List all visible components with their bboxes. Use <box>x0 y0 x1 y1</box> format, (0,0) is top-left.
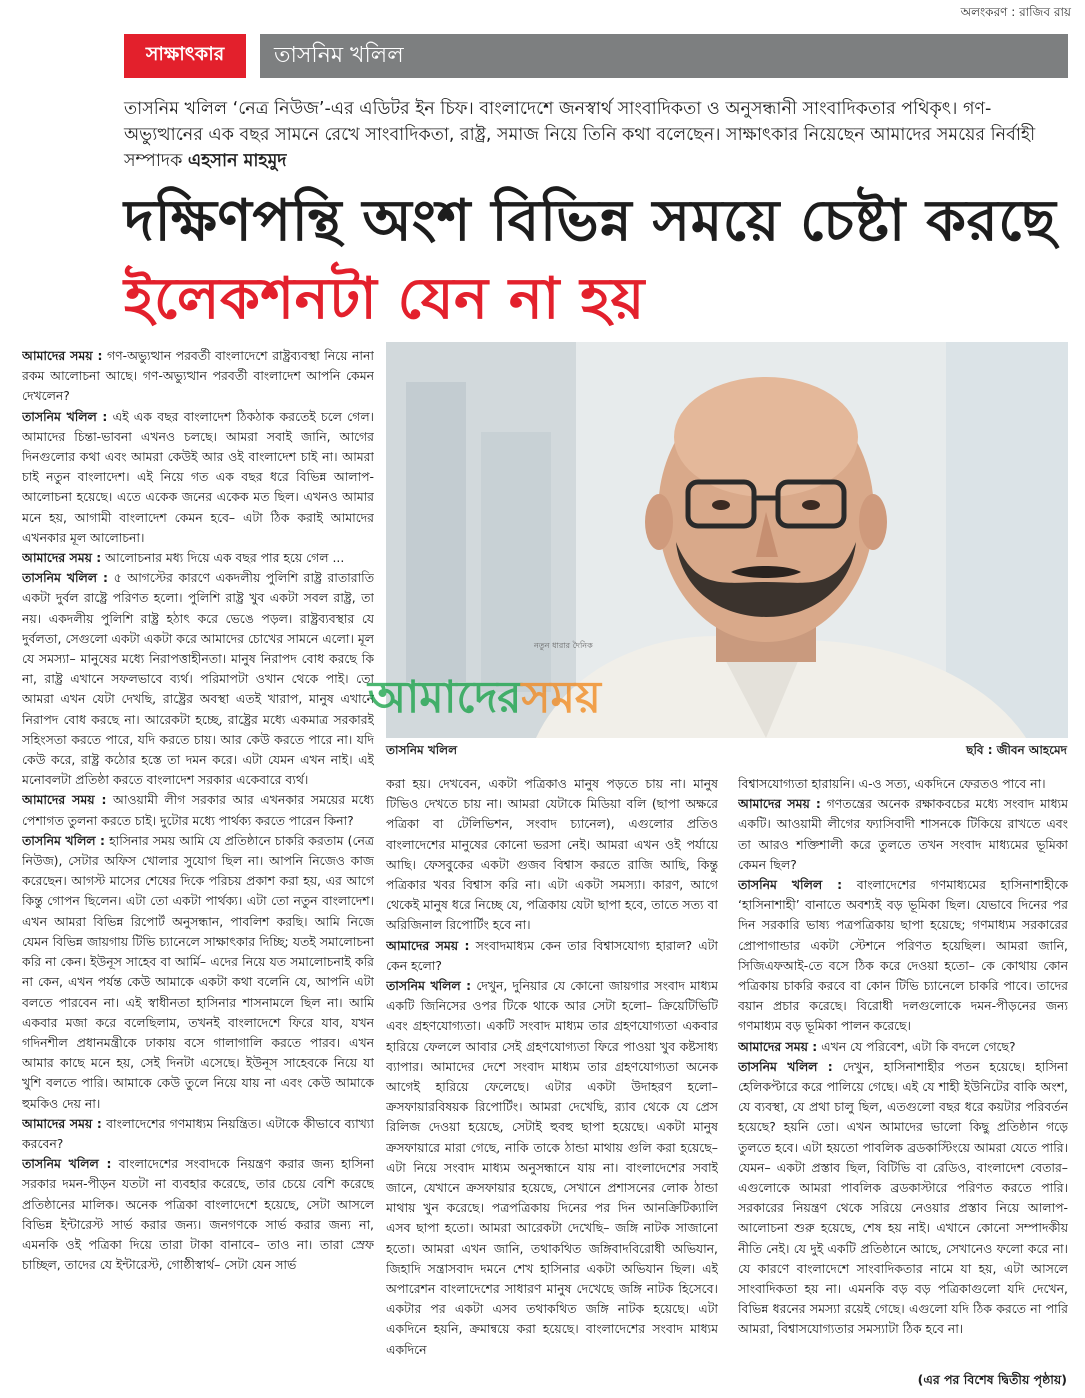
headline-line-1: দক্ষিণপন্থি অংশ বিভিন্ন সময়ে চেষ্টা করছে <box>124 188 1057 254</box>
question-text: গণতন্ত্রের অনেক রক্ষাকবচের মধ্যে সংবাদ মাধ্যম একটি। আওয়ামী লীগের ফ্যাসিবাদী শাসনকে টিকিয়ে রাখতে এবং তা আরও শক্তিশালী করে তুলতে তখন সংবাদ মাধ্যমের ভূমিকা কেমন ছিল? <box>738 796 1068 872</box>
question-label: আমাদের সময় : <box>22 1115 102 1131</box>
answer-label: তাসনিম খলিল : <box>22 408 108 424</box>
answer-text: হাসিনার সময় আমি যে প্রতিষ্ঠানে চাকরি করতাম (নেত্র নিউজ), সেটার অফিস খোলার সুযোগ ছিল না। আপনি নিজেও কাজ করেছেন। আগস্ট মাসের শেষের দিকে পরিচয় প্রকাশ করা হয়, এর আগে কিন্তু গোপন ছিলেন। এটা তো একটা পার্থক্য। এটা তো নতুন বাংলাদেশ। এখন আমরা বিভিন্ন রিপোর্ট অনুসন্ধান, পাবলিশ করছি। আমি নিজে যেমন বিভিন্ন জায়গায় টিভি চ্যানেলে সাক্ষাৎকার দিচ্ছি; যতই সমালোচনা করি না কেন। ইউনূস সাহেব বা আর্মি– এদের নিয়ে যত সমালোচনাই করি না কেন, এখন পর্যন্ত কেউ আমাকে একটা কথা বলেনি যে, আপনি এটা বলতে পারবেন না। এই স্বাধীনতা হাসিনার শাসনামলে ছিল না। আমি একবার মজা করে বলেছিলাম, তখনই বাংলাদেশে ফিরে যাব, যখন গদিনশীল প্রধানমন্ত্রীকে ঢাকায় বসে গালাগালি করতে পারব। এখন আমার কাছে মনে হয়, সেই দিনটা এসেছে। ইউনূস সাহেবকে নিয়ে যা খুশি বলতে পারি। আমাকে কেউ তুলে নিয়ে যায় না এবং কেউ আমাকে হুমকিও দেয় না। <box>22 832 374 1111</box>
question-text: আলোচনার মধ্য দিয়ে এক বছর পার হয়ে গেল ... <box>105 550 345 566</box>
answer-text: বাংলাদেশের গণমাধ্যমের হাসিনাশাহীকে ‘হাসিনাশাহী’ বানাতে অবশ্যই বড় ভূমিকা ছিল। যেভাবে দিনের পর দিন সরকারি ভাষ্য পত্রপত্রিকায় ছাপা হয়েছে; গণমাধ্যম সরকারের প্রোপাগান্ডার একটা স্টেশনে পরিণত হয়েছিল। আমরা জানি, সিজিএফআই-তে বসে ঠিক করে দেওয়া হতো– কে কোথায় কোন পত্রিকায় চাকরি করবে বা কোন টিভি চ্যানেলে চাকরি পাবে। তাদের বয়ান প্রচার করেছে। বিরোধী দলগুলোকে দমন-পীড়নের জন্য গণমাধ্যম বড় ভূমিকা পালন করেছে। <box>738 877 1068 1034</box>
answer-paragraph <box>22 1154 374 1275</box>
question-paragraph <box>386 936 718 976</box>
question-paragraph <box>738 794 1068 875</box>
answer-label: তাসনিম খলিল : <box>22 832 105 848</box>
question-label: আমাদের সময় : <box>22 348 103 363</box>
question-label: আমাদের সময় : <box>22 550 102 566</box>
answer-paragraph <box>738 875 1068 1037</box>
question-paragraph <box>22 790 374 830</box>
question-text: আওয়ামী লীগ সরকার আর এখনকার সময়ের মধ্যে পেশাগত তুলনা করতে চাই। দুটোর মধ্যে পার্থক্য করতে পারেন কিনা? <box>22 792 374 828</box>
question-text: সংবাদমাধ্যম কেন তার বিশ্বাসযোগ্য হারাল? এটা কেন হলো? <box>386 937 718 973</box>
interviewee-label: তাসনিম খলিল <box>260 34 1068 78</box>
answer-paragraph <box>22 407 374 548</box>
intro-paragraph <box>124 96 1044 174</box>
continued-note: (এর পর বিশেষ দ্বিতীয় পৃষ্ঠায়) <box>917 1372 1067 1387</box>
illustration-credit: অলংকরণ : রাজিব রায় <box>960 5 1071 19</box>
answer-text: বাংলাদেশের সংবাদকে নিয়ন্ত্রণ করার জন্য হাসিনা সরকার দমন-পীড়ন যতটা না ব্যবহার করেছে, তার চেয়ে বেশি করেছে প্রতিষ্ঠানের মালিক। অনেক পত্রিকা বাংলাদেশে হয়েছে, সেটা আসলে বিভিন্ন ইন্টারেস্ট সার্ভ করার জন্য। জনগণকে সার্ভ করার জন্য না, এমনকি ওই পত্রিকা দিয়ে তারা টাকা বানাবে– তাও না। তারা স্রেফ চাচ্ছিল, তাদের যে ইন্টারেস্ট, গোষ্ঠীস্বার্থ– সেটা যেন সার্ভ <box>22 1156 374 1273</box>
section-label: সাক্ষাৎকার <box>124 34 246 78</box>
watermark-part-1: আমাদের <box>368 672 522 723</box>
question-paragraph <box>738 1037 1068 1057</box>
answer-continuation: বিশ্বাসযোগ্যতা হারায়নি। এ-ও সত্য, একদিনে ফেরতও পাবে না। <box>738 776 1046 791</box>
question-paragraph <box>22 548 374 568</box>
answer-paragraph <box>738 1057 1068 1340</box>
article-column-1 <box>22 346 374 1396</box>
question-label: আমাদের সময় : <box>738 1038 818 1054</box>
answer-paragraph <box>22 568 374 790</box>
answer-paragraph <box>386 976 718 1360</box>
answer-label: তাসনিম খলিল : <box>22 1156 112 1172</box>
headline-line-2: ইলেকশনটা যেন না হয় <box>124 266 645 332</box>
article-column-2 <box>386 774 718 1396</box>
photo-credit: ছবি : জীবন আহমেদ <box>966 743 1067 757</box>
answer-label: তাসনিম খলিল : <box>386 978 472 994</box>
answer-text: ৫ আগস্টের কারণে একদলীয় পুলিশি রাষ্ট্র রাতারাতি একটা দুর্বল রাষ্ট্রে পরিণত হলো। পুলিশি রাষ্ট্র খুব একটা সবল রাষ্ট্র, তা নয়। একদলীয় পুলিশি রাষ্ট্র হঠাৎ করে ভেঙে পড়ল। রাষ্ট্রব্যবস্থার যে দুর্বলতা, সেগুলো একটা একটা করে আমাদের চোখের সামনে এলো। মূল যে সমস্যা– মানুষের মধ্যে নিরাপত্তাহীনতা। মানুষ নিরাপদ বোধ করছে কি না, রাষ্ট্র এখানে সফলভাবে ব্যর্থ। পরিমাপটা ওখান থেকে পাই। তো আমরা এখন যেটা দেখছি, রাষ্ট্রের অবস্থা এতই খারাপ, মানুষ এখানে নিরাপদ বোধ করছে না। আরেকটা হচ্ছে, রাষ্ট্রের মধ্যে একমাত্র সরকারই সহিংসতা করতে পারে, যদি করতে চায়। আর কেউ করতে পারে না। যদি কেউ করে, রাষ্ট্র কঠোর হস্তে তা দমন করে। এটা যেমন এখন নাই। এই মনোবলটা প্রতিষ্ঠা করতে বাংলাদেশ সরকার একেবারে ব্যর্থ। <box>22 570 374 788</box>
question-text: গণ-অভ্যুত্থান পরবর্তী বাংলাদেশে রাষ্ট্রব্যবস্থা নিয়ে নানা রকম আলোচনা আছে। গণ-অভ্যুত্থান পরবর্তী বাংলাদেশ আপনি কেমন দেখলেন? <box>22 348 374 404</box>
answer-continuation: করা হয়। দেখবেন, একটা পত্রিকাও মানুষ পড়তে চায় না। মানুষ টিভিও দেখতে চায় না। আমরা যেটাকে মিডিয়া বলি (ছাপা অক্ষরে পত্রিকা বা টেলিভিশন, সংবাদ চ্যানেল), এগুলোর প্রতিও বাংলাদেশের মানুষের কোনো ভরসা নেই। আমরা এখন ওই পর্যায়ে আছি। ফেসবুকের একটা গুজব বিশ্বাস করতে রাজি আছি, কিন্তু পত্রিকার খবর বিশ্বাস করি না। এটা একটা সমস্যা। কারণ, আগে থেকেই মানুষ ধরে নিচ্ছে যে, পত্রিকায় যেটা ছাপা হবে, তাতে সত্য বা অরিজিনাল রিপোর্টিং হবে না। <box>386 776 718 933</box>
section-header <box>124 34 1068 78</box>
answer-label: তাসনিম খলিল : <box>738 1058 833 1074</box>
answer-label: তাসনিম খলিল : <box>22 570 108 586</box>
watermark-part-2: সময় <box>521 672 601 723</box>
watermark-logo <box>368 664 601 737</box>
answer-paragraph <box>22 831 374 1114</box>
answer-text: দেখুন, হাসিনাশাহীর পতন হয়েছে। হাসিনা হেলিকপ্টারে করে পালিয়ে গেছে। এই যে শাহী ইউনিটের বাকি অংশ, যে ব্যবস্থা, যে প্রথা চালু ছিল, এতগুলো বছর ধরে কয়টার পরিবর্তন হয়েছে? হয়নি তো। এখন আমাদের ভালো কিছু প্রতিষ্ঠান গড়ে তুলতে হবে। এটা হয়তো পাবলিক ব্রডকাস্টিংয়ে আমরা যেতে পারি। যেমন– একটা প্রস্তাব ছিল, বিটিভি বা রেডিও, বাংলাদেশ বেতার– এগুলোকে আমরা পাবলিক ব্রডকাস্টারে পরিণত করতে পারি। সরকারের নিয়ন্ত্রণ থেকে সরিয়ে নেওয়ার প্রস্তাব নিয়ে আলাপ-আলোচনা শুরু হয়েছে, শেষ হয় নাই। এখানে কোনো সম্পাদকীয় নীতি নেই। যে দুই একটি প্রতিষ্ঠানে আছে, সেখানেও ফলো করে না। যে কারণে বাংলাদেশে সাংবাদিকতার নামে যা হয়, এটা আসলে সাংবাদিকতা হয় না। এমনকি বড় বড় পত্রিকাগুলো যদি দেখেন, বিভিন্ন ধরনের সমস্যা রয়েই গেছে। এগুলো যদি ঠিক করতে না পারি আমরা, বিশ্বাসযোগ্যতার সমস্যাটা ঠিক হবে না। <box>738 1058 1068 1337</box>
question-label: আমাদের সময় : <box>386 937 470 953</box>
photo-caption: তাসনিম খলিল <box>386 743 458 757</box>
watermark-tagline: নতুন ধারার দৈনিক <box>534 641 593 650</box>
question-label: আমাদের সময় : <box>738 796 821 812</box>
answer-text: দেখুন, দুনিয়ার যে কোনো জায়গার সংবাদ মাধ্যম একটি জিনিসের ওপর টিকে থাকে আর সেটা হলো– ক্রিয়েটিভিটি এবং গ্রহণযোগ্যতা। একটি সংবাদ মাধ্যম তার গ্রহণযোগ্যতা একবার হারিয়ে ফেললে আবার সেই গ্রহণযোগ্যতা ফিরে পাওয়া খুব কষ্টসাধ্য ব্যাপার। আমাদের দেশে সংবাদ মাধ্যম তার গ্রহণযোগ্যতা অনেক আগেই হারিয়ে ফেলেছে। এটার একটা উদাহরণ হলো– ক্রসফায়ারবিষয়ক রিপোর্টিং। আমরা দেখেছি, র‌্যাব থেকে যে প্রেস রিলিজ দেওয়া হয়েছে, সেটাই হুবহু ছাপা হয়েছে। একটা মানুষ ক্রসফায়ারে মারা গেছে, নাকি তাকে ঠান্ডা মাথায় গুলি করা হয়েছে– এটা নিয়ে সংবাদ মাধ্যম অনুসন্ধানে যায় না। বাংলাদেশের সবাই জানে, যেখানে ক্রসফায়ার হয়েছে, সেখানে প্রশাসনের লোক ঠান্ডা মাথায় খুন করেছে। পত্রপত্রিকায় দিনের পর দিন আনক্রিটিক্যালি এসব ছাপা হতো। আমরা আরেকটা দেখেছি– জঙ্গি নাটক সাজানো হতো। আমরা এখন জানি, তথাকথিত জঙ্গিবাদবিরোধী অভিযান, জিহাদি সন্ত্রাসবাদ দমনে শেখ হাসিনার একটা অভিযান ছিল। এই অপারেশন বাংলাদেশের সাধারণ মানুষ দেখেছে জঙ্গি নাটক হিসেবে। একটার পর একটা এসব তথাকথিত জঙ্গি নাটক হয়েছে। এটা একদিনে হয়নি, ক্রমান্বয়ে করা হয়েছে। বাংলাদেশের সংবাদ মাধ্যম একদিনে <box>386 978 718 1357</box>
answer-text: এই এক বছর বাংলাদেশ ঠিকঠাক করতেই চলে গেল। আমাদের চিন্তা-ভাবনা এখনও চলছে। আমরা সবাই জানি, আগের দিনগুলোর কথা এবং আমরা কেউই আর ওই বাংলাদেশ চাই না। আমরা চাই নতুন বাংলাদেশ। এই নিয়ে গত এক বছর ধরে বিভিন্ন আলাপ-আলোচনা হয়েছে। এতে একেক জনের একেক মত ছিল। এখনও আমার মনে হয়, আগামী বাংলাদেশ কেমন হবে– এটা ঠিক করাই আমাদের এখনকার মূল আলোচনা। <box>22 408 374 545</box>
question-paragraph <box>22 1114 374 1154</box>
question-text: বাংলাদেশের গণমাধ্যম নিয়ন্ত্রিত। এটাকে কীভাবে ব্যাখ্যা করবেন? <box>22 1115 374 1151</box>
answer-label: তাসনিম খলিল : <box>738 877 843 893</box>
intro-text: তাসনিম খলিল ‘নেত্র নিউজ’-এর এডিটর ইন চিফ। বাংলাদেশে জনস্বার্থ সাংবাদিকতা ও অনুসন্ধানী সাংবাদিকতার পথিকৃৎ। গণ-অভ্যুত্থানের এক বছর সামনে রেখে সাংবাদিকতা, রাষ্ট্র, সমাজ নিয়ে তিনি কথা বলেছেন। সাক্ষাৎকার নিয়েছেন আমাদের সময়ের নির্বাহী সম্পাদক <box>124 99 1036 171</box>
question-label: আমাদের সময় : <box>22 792 107 808</box>
intro-author: এহসান মাহমুদ <box>187 151 287 171</box>
question-paragraph <box>22 346 374 407</box>
question-text: এখন যে পরিবেশ, এটা কি বদলে গেছে? <box>821 1038 1016 1054</box>
article-column-3 <box>738 774 1068 1396</box>
